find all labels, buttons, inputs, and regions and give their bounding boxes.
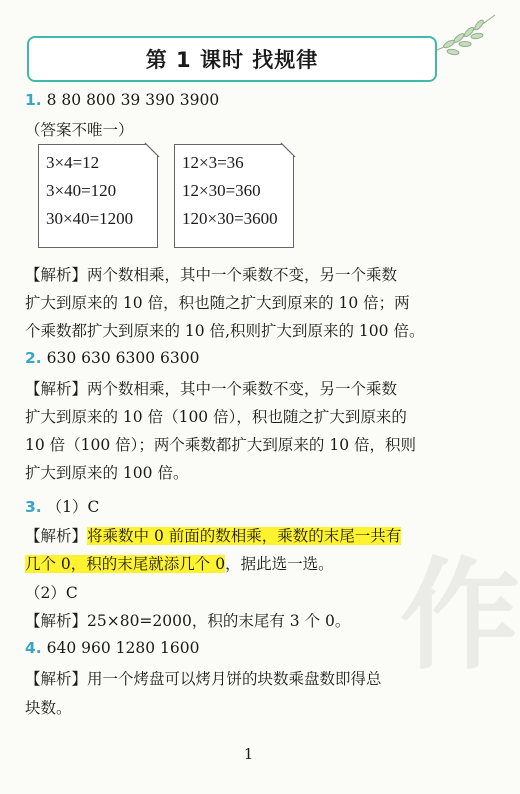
q3-number: 3. bbox=[25, 498, 42, 516]
card-left-row-2: 3×40=120 bbox=[46, 181, 117, 200]
q4-number: 4. bbox=[25, 639, 42, 657]
q1-card-left bbox=[38, 144, 158, 248]
q2-analysis-1: 【解析】两个数相乘，其中一个乘数不变，另一个乘数 bbox=[25, 380, 398, 398]
q3-part1-line bbox=[25, 495, 99, 517]
q3-part2: （2）C bbox=[25, 584, 78, 602]
card-right-row-3: 120×30=3600 bbox=[182, 209, 278, 228]
q3-analysis2: 【解析】25×80=2000，积的末尾有 3 个 0。 bbox=[25, 612, 351, 630]
q4-answer-line bbox=[25, 639, 199, 657]
q3-analysis1-tail: ，据此选一选。 bbox=[225, 555, 334, 573]
q1-analysis-3: 个乘数都扩大到原来的 10 倍,积则扩大到原来的 100 倍。 bbox=[25, 322, 425, 340]
q1-answer: 8 80 800 39 390 3900 bbox=[46, 91, 220, 109]
q2-answer: 630 630 6300 6300 bbox=[46, 349, 200, 367]
page-curl-icon bbox=[281, 143, 295, 157]
q1-number: 1. bbox=[25, 91, 42, 109]
card-left-row-3: 30×40=1200 bbox=[46, 209, 134, 228]
q2-number: 2. bbox=[25, 349, 42, 367]
q1-analysis-2: 扩大到原来的 10 倍，积也随之扩大到原来的 10 倍；两 bbox=[25, 294, 410, 312]
page-number: 1 bbox=[243, 745, 254, 763]
watermark: 作 bbox=[400, 547, 520, 686]
q4-analysis-2: 块数。 bbox=[25, 699, 72, 717]
q2-analysis-2: 扩大到原来的 10 倍（100 倍），积也随之扩大到原来的 bbox=[25, 408, 407, 426]
q3-analysis1-highlight-1: 将乘数中 0 前面的数相乘，乘数的末尾一共有 bbox=[87, 527, 402, 545]
q1-answer-line bbox=[25, 91, 219, 109]
q3-analysis1-highlight-2: 几个 0，积的末尾就添几个 0 bbox=[25, 555, 226, 573]
q2-answer-line bbox=[25, 349, 199, 367]
q1-card-right bbox=[174, 144, 294, 248]
q2-analysis-4: 扩大到原来的 100 倍。 bbox=[25, 464, 189, 482]
leaf-decoration-icon bbox=[427, 10, 497, 70]
q4-answer: 640 960 1280 1600 bbox=[46, 639, 200, 657]
card-right-row-2: 12×30=360 bbox=[182, 181, 261, 200]
q3-part1: （1）C bbox=[46, 498, 100, 516]
page-curl-icon bbox=[145, 143, 159, 157]
title-box bbox=[27, 36, 437, 82]
q4-analysis-1: 【解析】用一个烤盘可以烤月饼的块数乘盘数即得总 bbox=[25, 670, 382, 688]
q3-analysis1-line1 bbox=[25, 524, 401, 546]
q1-note: （答案不唯一） bbox=[25, 121, 134, 139]
q1-analysis-1: 【解析】两个数相乘，其中一个乘数不变，另一个乘数 bbox=[25, 266, 398, 284]
q2-analysis-3: 10 倍（100 倍）；两个乘数都扩大到原来的 10 倍，积则 bbox=[25, 436, 416, 454]
card-left-row-1: 3×4=12 bbox=[46, 153, 100, 172]
card-right-row-1: 12×3=36 bbox=[182, 153, 244, 172]
page-title: 第 1 课时 找规律 bbox=[145, 48, 319, 72]
q3-analysis1-line2 bbox=[25, 552, 334, 574]
q3-analysis1-label: 【解析】 bbox=[25, 527, 88, 545]
